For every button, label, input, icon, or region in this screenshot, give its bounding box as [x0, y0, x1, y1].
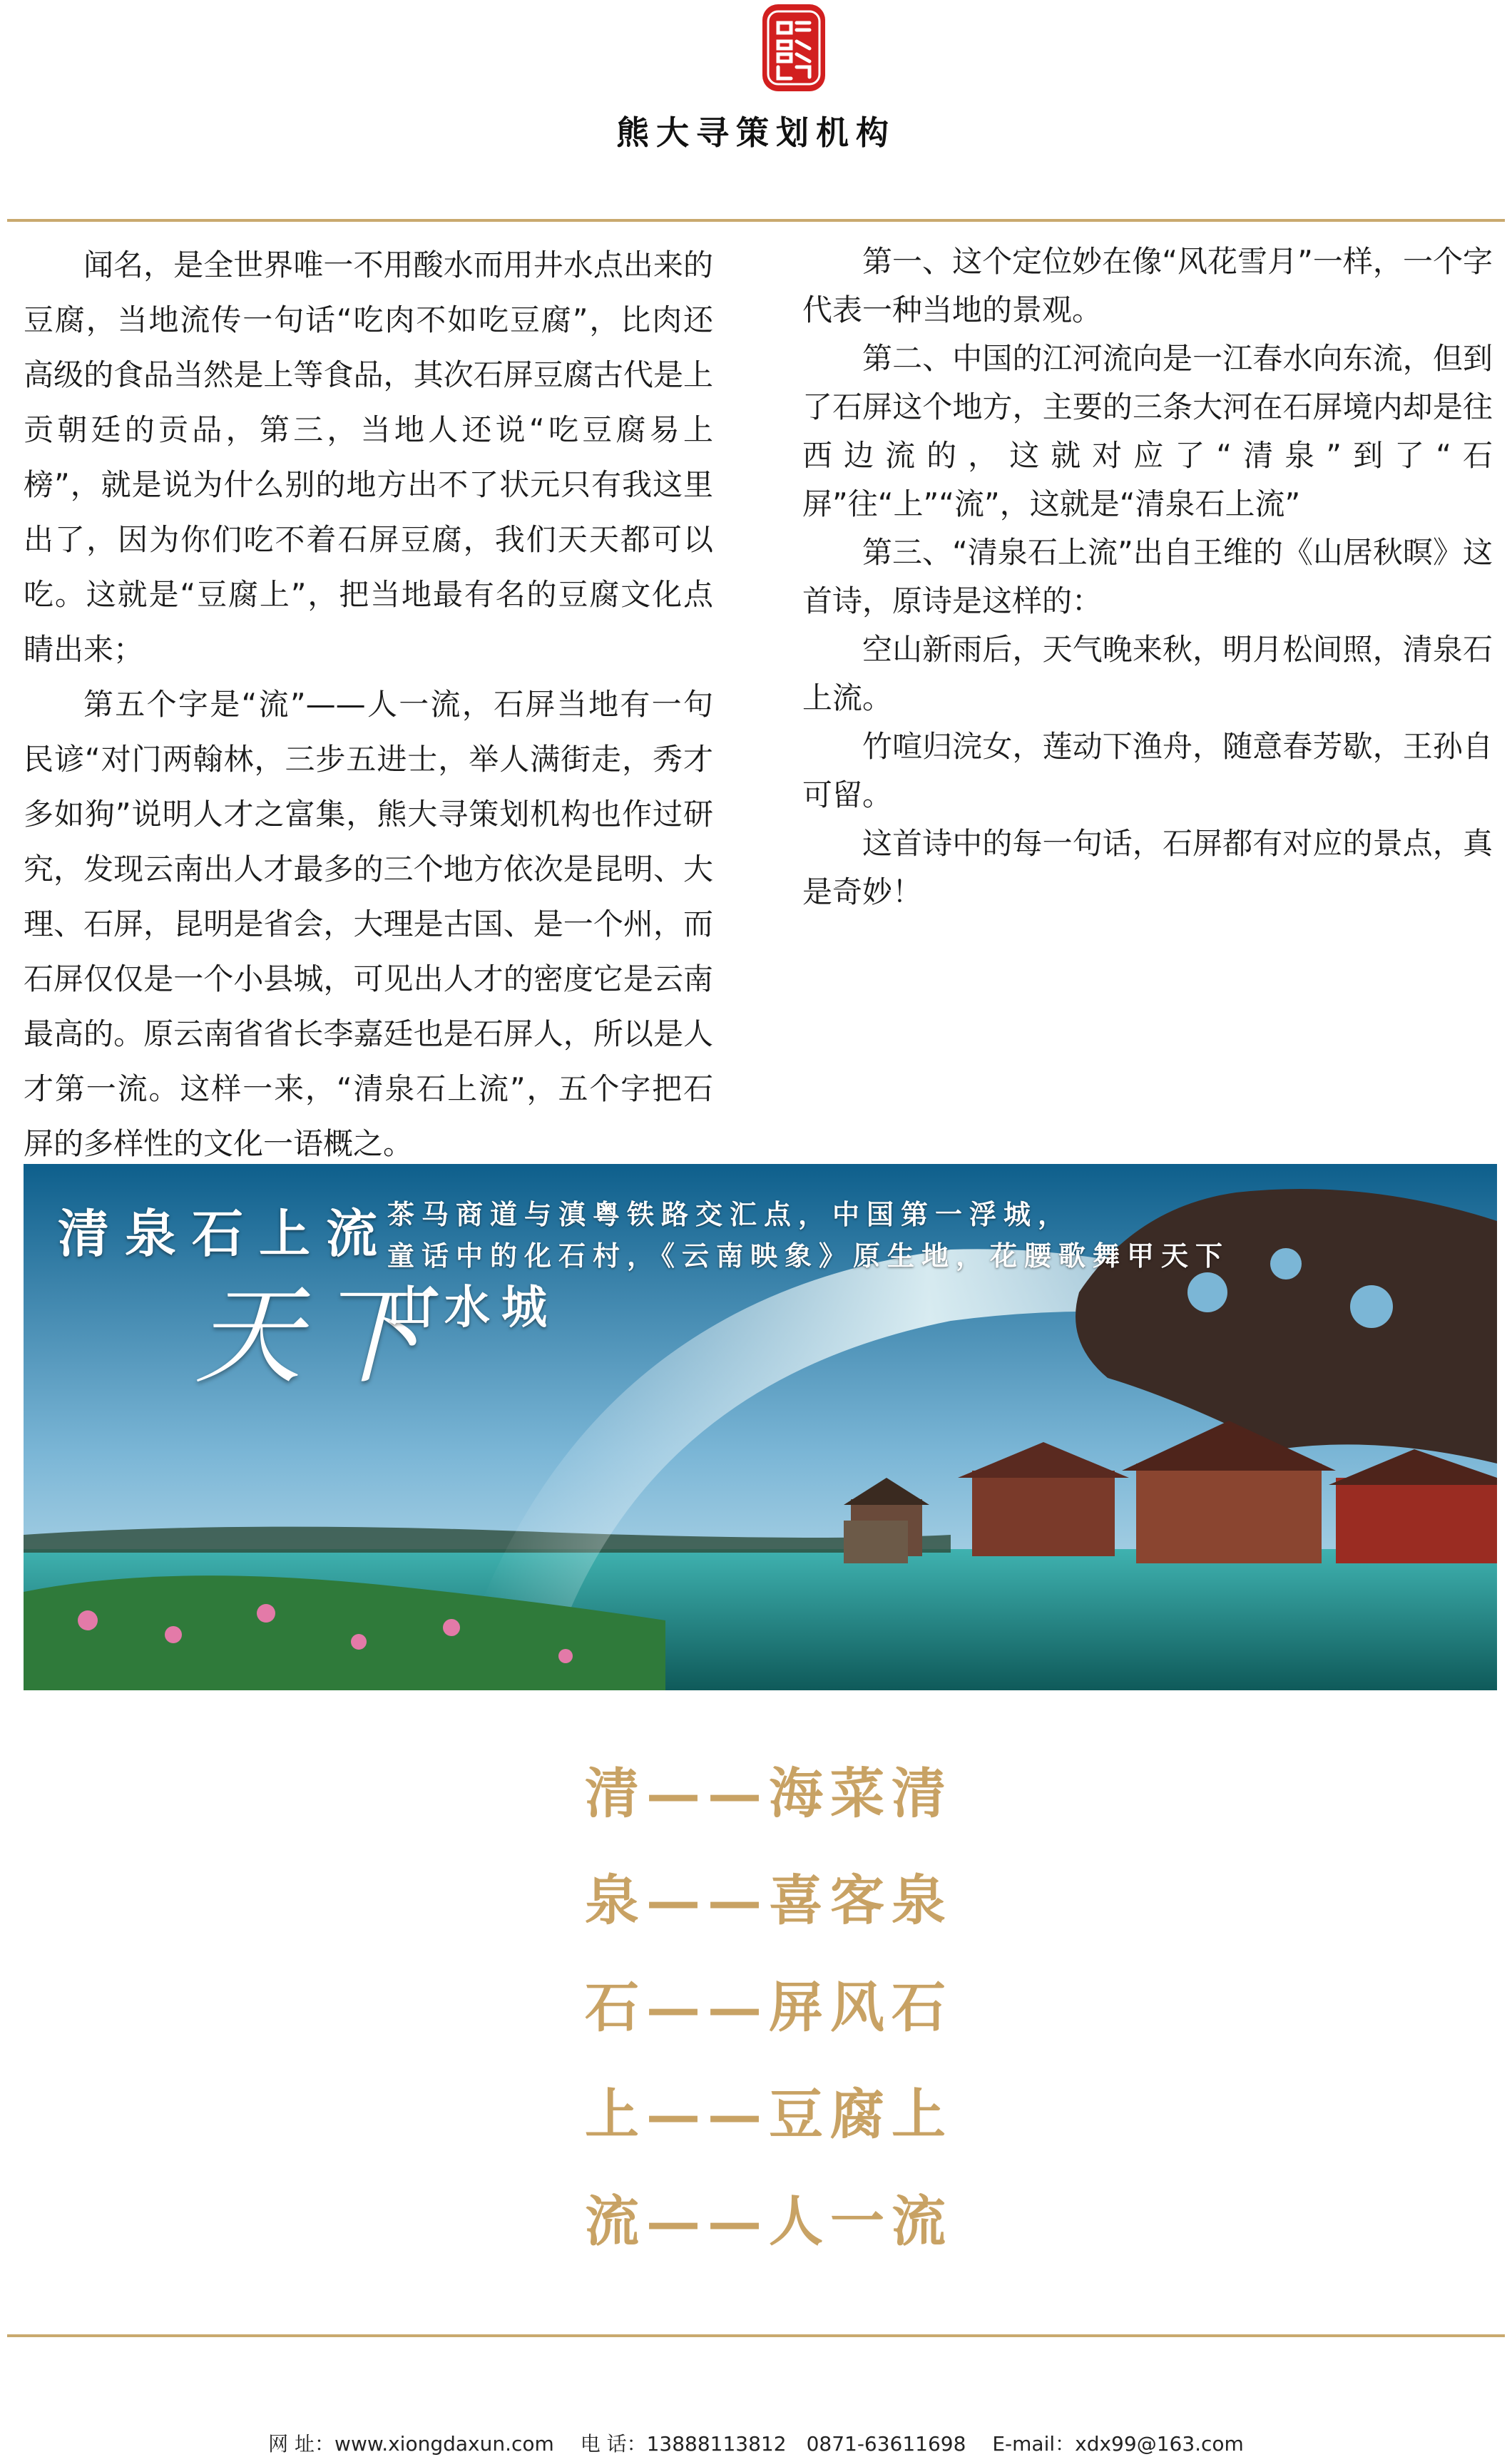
right-paragraph: 第二、中国的江河流向是一江春水向东流，但到了石屏这个地方，主要的三条大河在石屏境内却是往西边流的，这就对应了“清泉”到了“石屏”往“上”“流”，这就是“清泉石上流” [802, 341, 1493, 521]
acrostic-line: 清——海菜清 [585, 1762, 953, 1825]
footer-phone: 电 话：13888113812 0871-63611698 [580, 2432, 966, 2456]
right-paragraph: 这首诗中的每一句话，石屏都有对应的景点，真是奇妙！ [802, 826, 1493, 909]
left-text-column [24, 237, 713, 1171]
acrostic-line: 泉——喜客泉 [585, 1869, 953, 1932]
left-paragraph: 第五个字是“流”——人一流，石屏当地有一句民谚“对门两翰林，三步五进士，举人满街走，秀才多如狗”说明人才之富集，熊大寻策划机构也作过研究，发现云南出人才最多的三个地方依次是昆明、大理、石屏，昆明是省会，大理是古国、是一个州，而石屏仅仅是一个小县城，可见出人才的密度它是云南最高的。原云南省省长李嘉廷也是石屏人，所以是人才第一流。这样一来，“清泉石上流”，五个字把石屏的多样性的文化一语概之。 [24, 687, 713, 1161]
seal-logo [760, 1, 828, 94]
banner-subtitle: 山水城 [387, 1281, 558, 1334]
footer-email[interactable]: E-mail：xdx99@163.com [992, 2432, 1244, 2456]
banner-title: 清泉石上流 [58, 1203, 394, 1264]
acrostic-line: 上——豆腐上 [585, 2083, 953, 2146]
banner-tagline-line: 童话中的化石村，《云南映象》原生地，花腰歌舞甲天下 [387, 1240, 1230, 1272]
footer-website[interactable]: 网 址：www.xiongdaxun.com [268, 2432, 554, 2456]
acrostic-line: 流——人一流 [585, 2190, 953, 2253]
bottom-divider [7, 2334, 1505, 2337]
banner-calligraphy: 天下 [195, 1275, 438, 1399]
top-divider [7, 219, 1505, 222]
banner-tagline [387, 1194, 1230, 1277]
left-paragraph: 闻名，是全世界唯一不用酸水而用井水点出来的豆腐，当地流传一句话“吃肉不如吃豆腐”，比肉还高级的食品当然是上等食品，其次石屏豆腐古代是上贡朝廷的贡品，第三，当地人还说“吃豆腐易上榜”，就是说为什么别的地方出不了状元只有我这里出了，因为你们吃不着石屏豆腐，我们天天都可以吃。这就是“豆腐上”，把当地最有名的豆腐文化点睛出来； [24, 247, 713, 667]
right-paragraph: 第一、这个定位妙在像“风花雪月”一样，一个字代表一种当地的景观。 [802, 244, 1493, 327]
landscape-banner [24, 1164, 1497, 1690]
right-text-column [802, 237, 1493, 916]
acrostic-list [585, 1758, 953, 2293]
contact-footer [0, 2428, 1512, 2457]
acrostic-line: 石——屏风石 [585, 1976, 953, 2039]
right-paragraph: 第三、“清泉石上流”出自王维的《山居秋暝》这首诗，原诗是这样的： [802, 535, 1493, 618]
poem-line: 竹喧归浣女，莲动下渔舟，随意春芳歇，王孙自可留。 [802, 729, 1493, 812]
banner-tagline-line: 茶马商道与滇粤铁路交汇点，中国第一浮城， [387, 1198, 1073, 1230]
seal-logo-icon [760, 1, 828, 94]
poem-line: 空山新雨后，天气晚来秋，明月松间照，清泉石上流。 [802, 632, 1493, 715]
org-name: 熊大寻策划机构 [616, 113, 896, 152]
